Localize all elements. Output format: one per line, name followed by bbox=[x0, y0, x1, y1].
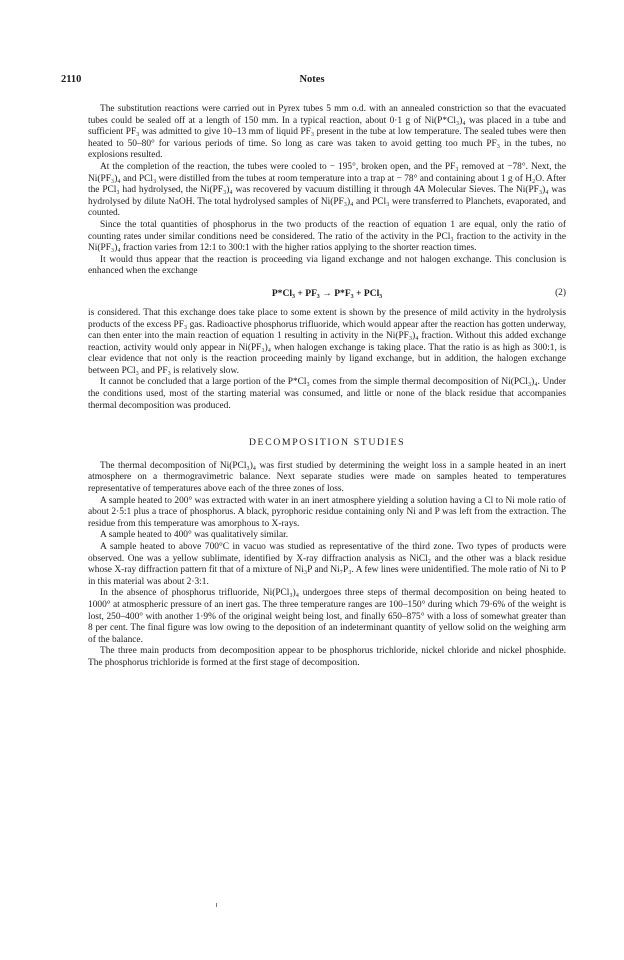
running-head: Notes bbox=[299, 74, 325, 85]
paragraph: It cannot be concluded that a large portion of the P*Cl₃ comes from the simple thermal decomposition of Ni(PCl₃)₄. Under the conditions used, most of the starting material was consumed, and little or none of the black residue that accompanies thermal decomposition was produced. bbox=[88, 377, 566, 411]
paragraph: The three main products from decomposition appear to be phosphorus trichloride, nickel chloride and nickel phosphide. The phosphorus trichloride is formed at the first stage of decomposition. bbox=[88, 646, 566, 668]
paragraph: A sample heated to 200° was extracted with water in an inert atmosphere yielding a solution having a Cl to Ni mole ratio of about 2·5:1 plus a trace of phosphorus. A black, pyrophoric residue containing only Ni and P was left from the extraction. The residue from this temperature was amorphous to X-rays. bbox=[88, 495, 566, 529]
article-body bbox=[88, 104, 566, 670]
equation-text: P*Cl₃ + PF₃ → P*F₃ + PCl₃ bbox=[271, 287, 383, 299]
page-number: 2110 bbox=[61, 74, 82, 85]
paragraph: It would thus appear that the reaction is proceeding via ligand exchange and not halogen exchange. This conclusion is enhanced when the exchange bbox=[88, 254, 566, 277]
section-heading: DECOMPOSITION STUDIES bbox=[248, 437, 406, 449]
paragraph: is considered. That this exchange does take place to some extent is shown by the presence of mild activity in the hydrolysis products of the excess PF₃ gas. Radioactive phosphorus trifluoride, which would appear after the reaction has gotten underway, can then enter into the main reaction of equation 1 resulting in activity in the Ni(PF₃)₄ fraction. Without this added exchange reaction, activity would only appear in Ni(PF₃)₄ when halogen exchange is taking place. That the ratio is as high as 300:1, is clear evidence that not only is the reaction proceeding mainly by ligand exchange, but in addition, the halogen exchange between PCl₃ and PF₃ is relatively slow. bbox=[88, 307, 566, 376]
equation-number: (2) bbox=[555, 287, 566, 298]
page-header bbox=[61, 73, 563, 87]
scan-mark bbox=[216, 903, 217, 907]
paragraph: A sample heated to 400° was qualitatively similar. bbox=[100, 530, 289, 541]
paragraph: The substitution reactions were carried out in Pyrex tubes 5 mm o.d. with an annealed constriction so that the evacuated tubes could be sealed off at a length of 150 mm. In a typical reaction, about 0·1 g of Ni(P*Cl₃)₄ was placed in a tube and sufficient PF₃ was admitted to give 10–13 mm of liquid PF₃ present in the tube at low temperature. The sealed tubes were then heated to 50–80° for various periods of time. So long as care was taken to avoid getting too much PF₃ in the tubes, no explosions resulted. bbox=[88, 104, 566, 161]
paragraph: Since the total quantities of phosphorus in the two products of the reaction of equation 1 are equal, only the ratio of counting rates under similar conditions need be considered. The ratio of the activity in the PCl₃ fraction to the activity in the Ni(PF₃)₄ fraction varies from 12:1 to 300:1 with the higher ratios applying to the shorter reaction times. bbox=[88, 219, 566, 254]
paragraph: A sample heated to above 700°C in vacuo was studied as representative of the third zone. Two types of products were observed. One was a yellow sublimate, identified by X-ray diffraction analysis as NiCl₂ and the other was a black residue whose X-ray diffraction pattern fit that of a mixture of Ni₃P and Ni₇P₃. A few lines were unidentified. The mole ratio of Ni to P in this material was about 2·3:1. bbox=[88, 542, 566, 587]
equation-2 bbox=[88, 286, 566, 301]
paragraph: At the completion of the reaction, the tubes were cooled to − 195°, broken open, and the PF₃ removed at −78°. Next, the Ni(PF₃)₄ and PCl₃ were distilled from the tubes at room temperature into a trap at − 78° and containing about 1 g of H₂O. After the PCl₃ had hydrolysed, the Ni(PF₃)₄ was recovered by vacuum distilling it through 4A Molecular Sieves. The Ni(PF₃)₄ was hydrolysed by dilute NaOH. The total hydrolysed samples of Ni(PF₃)₄ and PCl₃ were transferred to Planchets, evaporated, and counted. bbox=[88, 161, 566, 219]
paragraph: The thermal decomposition of Ni(PCl₃)₄ was first studied by determining the weight loss in a sample heated in an inert atmosphere on a thermogravimetric balance. Next separate studies were made on samples heated to temperatures representative of temperatures above each of the three zones of loss. bbox=[88, 460, 566, 495]
paragraph: In the absence of phosphorus trifluoride, Ni(PCl₃)₄ undergoes three steps of thermal decomposition on being heated to 1000° at atmospheric pressure of an inert gas. The three temperature ranges are 100–150° during which 79·6% of the weight is lost, 250–400° with another 1·9% of the original weight being lost, and finally 650–875° with a loss of somewhat greater than 8 per cent. The final figure was low owing to the deposition of an indeterminant quantity of yellow solid on the weighing arm of the balance. bbox=[88, 588, 566, 645]
